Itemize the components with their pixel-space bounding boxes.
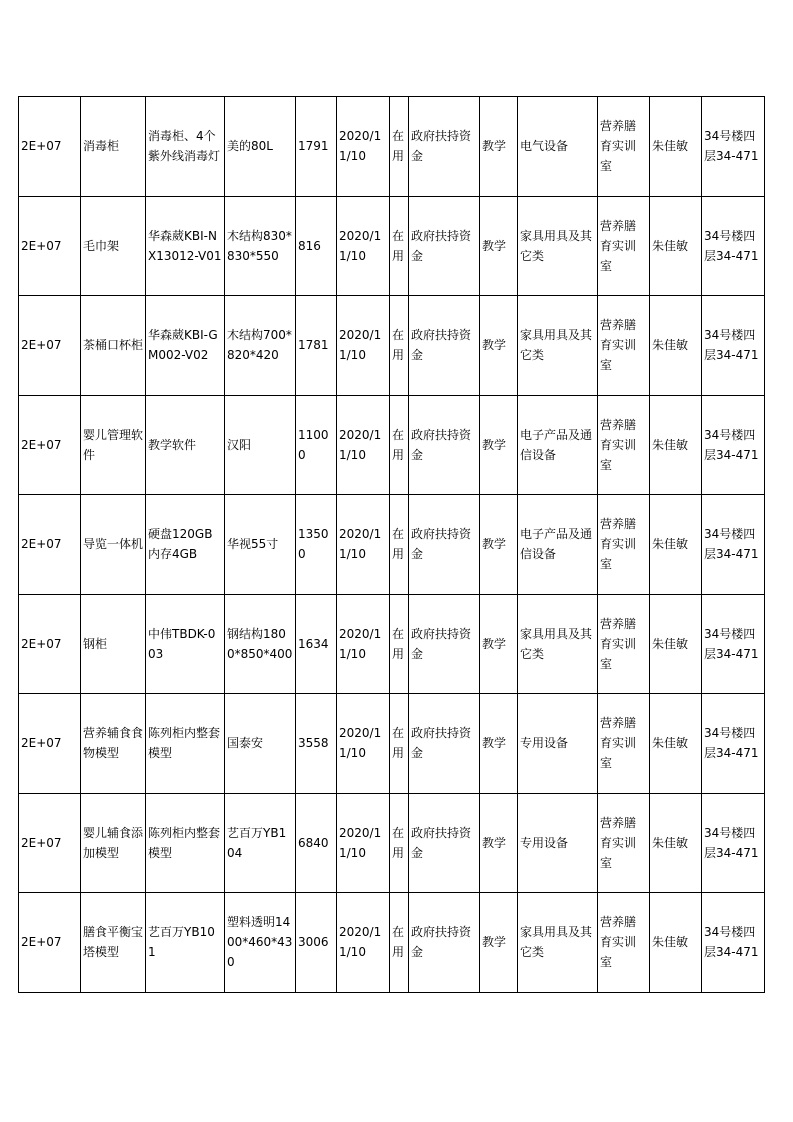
usage-cell: 教学 [480,296,518,396]
status-cell: 在用 [390,296,409,396]
funding-cell: 政府扶持资金 [409,793,480,893]
model-cell: 硬盘120GB内存4GB [146,495,225,595]
price-cell: 1634 [296,594,337,694]
date-cell: 2020/11/10 [337,793,390,893]
custodian-cell: 朱佳敏 [650,296,702,396]
date-cell: 2020/11/10 [337,196,390,296]
usage-cell: 教学 [480,594,518,694]
category-cell: 电子产品及通信设备 [518,495,598,595]
status-cell: 在用 [390,196,409,296]
asset-number-cell: 2E+07 [19,694,81,794]
asset-name-cell: 营养辅食食物模型 [81,694,146,794]
custodian-cell: 朱佳敏 [650,196,702,296]
custodian-cell: 朱佳敏 [650,495,702,595]
asset-table [18,96,765,993]
asset-number-cell: 2E+07 [19,594,81,694]
price-cell: 816 [296,196,337,296]
model-cell: 华森葳KBI-GM002-V02 [146,296,225,396]
status-cell: 在用 [390,97,409,197]
location-cell: 34号楼四层34-471 [702,694,765,794]
status-cell: 在用 [390,594,409,694]
department-cell: 营养膳育实训室 [598,793,650,893]
table-row [19,196,765,296]
custodian-cell: 朱佳敏 [650,594,702,694]
table-row [19,793,765,893]
status-cell: 在用 [390,793,409,893]
price-cell: 1781 [296,296,337,396]
model-cell: 华森葳KBI-NX13012-V01 [146,196,225,296]
location-cell: 34号楼四层34-471 [702,495,765,595]
custodian-cell: 朱佳敏 [650,395,702,495]
spec-cell: 汉阳 [225,395,296,495]
asset-name-cell: 婴儿管理软件 [81,395,146,495]
status-cell: 在用 [390,893,409,993]
table-row [19,296,765,396]
asset-name-cell: 导览一体机 [81,495,146,595]
asset-name-cell: 膳食平衡宝塔模型 [81,893,146,993]
asset-number-cell: 2E+07 [19,893,81,993]
usage-cell: 教学 [480,893,518,993]
spec-cell: 美的80L [225,97,296,197]
status-cell: 在用 [390,495,409,595]
date-cell: 2020/11/10 [337,395,390,495]
table-row [19,893,765,993]
funding-cell: 政府扶持资金 [409,694,480,794]
funding-cell: 政府扶持资金 [409,196,480,296]
model-cell: 教学软件 [146,395,225,495]
location-cell: 34号楼四层34-471 [702,594,765,694]
date-cell: 2020/11/10 [337,296,390,396]
asset-name-cell: 茶桶口杯柜 [81,296,146,396]
model-cell: 陈列柜内整套模型 [146,793,225,893]
spec-cell: 塑料透明1400*460*430 [225,893,296,993]
date-cell: 2020/11/10 [337,893,390,993]
funding-cell: 政府扶持资金 [409,893,480,993]
category-cell: 专用设备 [518,793,598,893]
custodian-cell: 朱佳敏 [650,893,702,993]
asset-number-cell: 2E+07 [19,296,81,396]
price-cell: 3558 [296,694,337,794]
category-cell: 专用设备 [518,694,598,794]
funding-cell: 政府扶持资金 [409,594,480,694]
asset-number-cell: 2E+07 [19,793,81,893]
model-cell: 艺百万YB101 [146,893,225,993]
category-cell: 家具用具及其它类 [518,893,598,993]
location-cell: 34号楼四层34-471 [702,196,765,296]
department-cell: 营养膳育实训室 [598,97,650,197]
status-cell: 在用 [390,694,409,794]
asset-name-cell: 婴儿辅食添加模型 [81,793,146,893]
usage-cell: 教学 [480,694,518,794]
department-cell: 营养膳育实训室 [598,395,650,495]
custodian-cell: 朱佳敏 [650,694,702,794]
department-cell: 营养膳育实训室 [598,196,650,296]
table-row [19,694,765,794]
custodian-cell: 朱佳敏 [650,97,702,197]
funding-cell: 政府扶持资金 [409,97,480,197]
location-cell: 34号楼四层34-471 [702,296,765,396]
funding-cell: 政府扶持资金 [409,395,480,495]
date-cell: 2020/11/10 [337,495,390,595]
date-cell: 2020/11/10 [337,694,390,794]
asset-name-cell: 钢柜 [81,594,146,694]
asset-name-cell: 消毒柜 [81,97,146,197]
spec-cell: 木结构700*820*420 [225,296,296,396]
usage-cell: 教学 [480,196,518,296]
category-cell: 电子产品及通信设备 [518,395,598,495]
funding-cell: 政府扶持资金 [409,296,480,396]
table-row [19,594,765,694]
spec-cell: 华视55寸 [225,495,296,595]
department-cell: 营养膳育实训室 [598,694,650,794]
date-cell: 2020/11/10 [337,97,390,197]
table-row [19,97,765,197]
category-cell: 家具用具及其它类 [518,594,598,694]
category-cell: 家具用具及其它类 [518,296,598,396]
asset-name-cell: 毛巾架 [81,196,146,296]
asset-number-cell: 2E+07 [19,97,81,197]
custodian-cell: 朱佳敏 [650,793,702,893]
location-cell: 34号楼四层34-471 [702,893,765,993]
department-cell: 营养膳育实训室 [598,594,650,694]
funding-cell: 政府扶持资金 [409,495,480,595]
location-cell: 34号楼四层34-471 [702,97,765,197]
model-cell: 消毒柜、4个紫外线消毒灯 [146,97,225,197]
status-cell: 在用 [390,395,409,495]
spec-cell: 木结构830*830*550 [225,196,296,296]
department-cell: 营养膳育实训室 [598,296,650,396]
spec-cell: 国泰安 [225,694,296,794]
usage-cell: 教学 [480,793,518,893]
model-cell: 中伟TBDK-003 [146,594,225,694]
model-cell: 陈列柜内整套模型 [146,694,225,794]
location-cell: 34号楼四层34-471 [702,793,765,893]
asset-number-cell: 2E+07 [19,395,81,495]
price-cell: 13500 [296,495,337,595]
date-cell: 2020/11/10 [337,594,390,694]
spec-cell: 艺百万YB104 [225,793,296,893]
spec-cell: 钢结构1800*850*400 [225,594,296,694]
asset-number-cell: 2E+07 [19,196,81,296]
department-cell: 营养膳育实训室 [598,893,650,993]
table-row [19,395,765,495]
category-cell: 电气设备 [518,97,598,197]
asset-number-cell: 2E+07 [19,495,81,595]
price-cell: 1791 [296,97,337,197]
category-cell: 家具用具及其它类 [518,196,598,296]
location-cell: 34号楼四层34-471 [702,395,765,495]
department-cell: 营养膳育实训室 [598,495,650,595]
price-cell: 6840 [296,793,337,893]
document-page [18,96,764,992]
price-cell: 3006 [296,893,337,993]
usage-cell: 教学 [480,395,518,495]
price-cell: 11000 [296,395,337,495]
usage-cell: 教学 [480,97,518,197]
usage-cell: 教学 [480,495,518,595]
table-row [19,495,765,595]
